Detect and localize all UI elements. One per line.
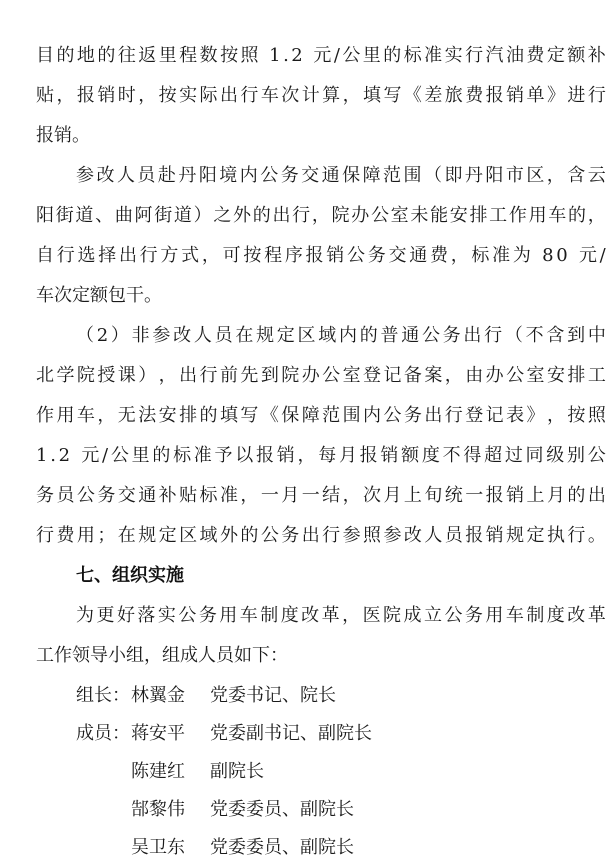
member-name: 蒋安平 — [131, 723, 185, 744]
text-line: 车次定额包干。 — [36, 285, 162, 306]
member-title: 党委副书记、副院长 — [210, 723, 372, 744]
text-line: 为 更 好 落 实 公 务 用 车 制 度 改 革 ， 医 院 成 立 公 务 用 车 制 度 改 革 — [76, 605, 606, 626]
text-line: 务 员 公 务 交 通 补 贴 标 准 ， 一 月 一 结 ， 次 月 上 旬 统 一 报 销 上 月 的 出 — [36, 485, 606, 506]
member-title: 副院长 — [210, 761, 264, 782]
text-line: 作 用 车 ， 无 法 安 排 的 填 写 《 保 障 范 围 内 公 务 出 行 登 记 表 》 ， 按 照 — [36, 405, 606, 426]
text-line: 1 . 2 元 / 公 里 的 标 准 予 以 报 销 ， 每 月 报 销 额 度 不 得 超 过 同 级 别 公 — [36, 445, 606, 466]
member-name: 陈建红 — [131, 761, 185, 782]
text-line: 参 改 人 员 赴 丹 阳 境 内 公 务 交 通 保 障 范 围 （ 即 丹 阳 市 区 ， 含 云 — [76, 165, 606, 186]
member-title: 党委委员、副院长 — [210, 799, 354, 820]
text-line: 北 学 院 授 课 ） ， 出 行 前 先 到 院 办 公 室 登 记 备 案 ， 由 办 公 室 安 排 工 — [36, 365, 606, 386]
member-name: 吴卫东 — [131, 837, 185, 858]
member-role: 成员： — [76, 723, 130, 744]
member-title: 党委委员、副院长 — [210, 837, 354, 858]
section-heading: 七、组织实施 — [76, 565, 184, 586]
text-line: 报销。 — [36, 125, 90, 146]
text-line: 行 费 用 ； 在 规 定 区 域 外 的 公 务 出 行 参 照 参 改 人 员 报 销 规 定 执 行 。 — [36, 525, 606, 546]
text-line: （ 2 ） 非 参 改 人 员 在 规 定 区 域 内 的 普 通 公 务 出 行 （ 不 含 到 中 — [76, 325, 606, 346]
member-name: 郜黎伟 — [131, 799, 185, 820]
text-line: 贴 ， 报 销 时 ， 按 实 际 出 行 车 次 计 算 ， 填 写 《 差 旅 费 报 销 单 》 进 行 — [36, 85, 606, 106]
text-line: 阳 街 道 、 曲 阿 街 道 ） 之 外 的 出 行 ， 院 办 公 室 未 能 安 排 工 作 用 车 的 ， — [36, 205, 606, 226]
text-line: 工作领导小组，组成人员如下： — [36, 645, 288, 666]
text-line: 目 的 地 的 往 返 里 程 数 按 照 1 . 2 元 / 公 里 的 标 准 实 行 汽 油 费 定 额 补 — [36, 45, 606, 66]
member-title: 党委书记、院长 — [210, 685, 336, 706]
text-line: 自 行 选 择 出 行 方 式 ， 可 按 程 序 报 销 公 务 交 通 费 ， 标 准 为 8 0 元 / — [36, 245, 606, 266]
member-name: 林翼金 — [131, 685, 185, 706]
member-role: 组长： — [76, 685, 130, 706]
